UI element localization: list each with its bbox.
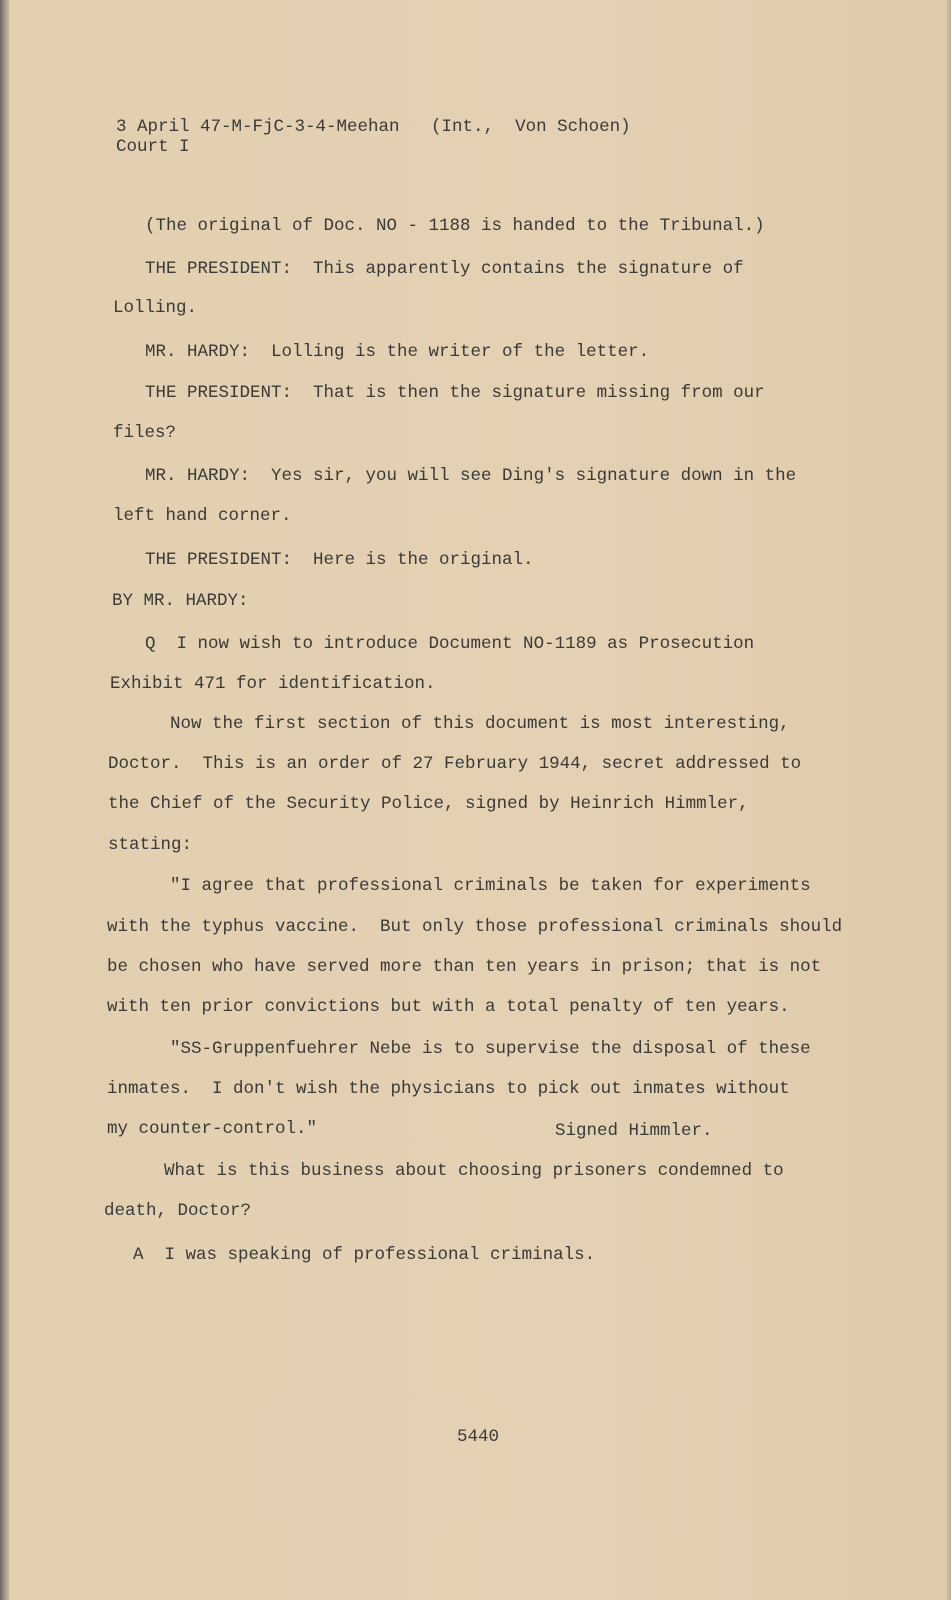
text-line: BY MR. HARDY: — [112, 591, 249, 611]
text-line: MR. HARDY: Lolling is the writer of the letter. — [145, 342, 650, 362]
text-line: THE PRESIDENT: This apparently contains the signature of — [145, 259, 744, 279]
text-line: Lolling. — [113, 298, 198, 318]
text-line: be chosen who have served more than ten years in prison; that is not — [107, 957, 822, 977]
text-line: the Chief of the Security Police, signed by Heinrich Himmler, — [108, 794, 749, 814]
text-line: left hand corner. — [113, 506, 292, 526]
text-line: "I agree that professional criminals be taken for experiments — [170, 876, 811, 896]
text-line: "SS-Gruppenfuehrer Nebe is to supervise the disposal of these — [170, 1039, 811, 1059]
text-line: my counter-control." — [107, 1119, 318, 1139]
text-line: stating: — [108, 835, 193, 855]
text-line: Now the first section of this document is most interesting, — [170, 714, 790, 734]
text-line: Q I now wish to introduce Document NO-1189 as Prosecution — [145, 634, 755, 654]
text-line: THE PRESIDENT: That is then the signature missing from our — [145, 383, 765, 403]
text-line: Exhibit 471 for identification. — [110, 674, 436, 694]
header-line-1: 3 April 47-M-FjC-3-4-Meehan (Int., Von Schoen) — [116, 117, 631, 137]
text-line: files? — [113, 423, 177, 443]
text-line: Doctor. This is an order of 27 February 1944, secret addressed to — [108, 754, 802, 774]
text-line: (The original of Doc. NO - 1188 is handed to the Tribunal.) — [145, 216, 765, 236]
text-line: What is this business about choosing prisoners condemned to — [164, 1161, 784, 1181]
header-line-2: Court I — [116, 137, 190, 157]
page-right-edge — [945, 0, 951, 1600]
text-line: death, Doctor? — [104, 1201, 252, 1221]
signature-line: Signed Himmler. — [555, 1121, 713, 1141]
text-line: THE PRESIDENT: Here is the original. — [145, 550, 534, 570]
page-number: 5440 — [457, 1427, 500, 1447]
text-line: MR. HARDY: Yes sir, you will see Ding's signature down in the — [145, 466, 797, 486]
text-line: with ten prior convictions but with a total penalty of ten years. — [107, 997, 790, 1017]
text-line: with the typhus vaccine. But only those professional criminals should — [107, 917, 843, 937]
text-line: A I was speaking of professional criminals. — [133, 1245, 596, 1265]
page-left-edge — [0, 0, 9, 1600]
text-line: inmates. I don't wish the physicians to pick out inmates without — [107, 1079, 790, 1099]
